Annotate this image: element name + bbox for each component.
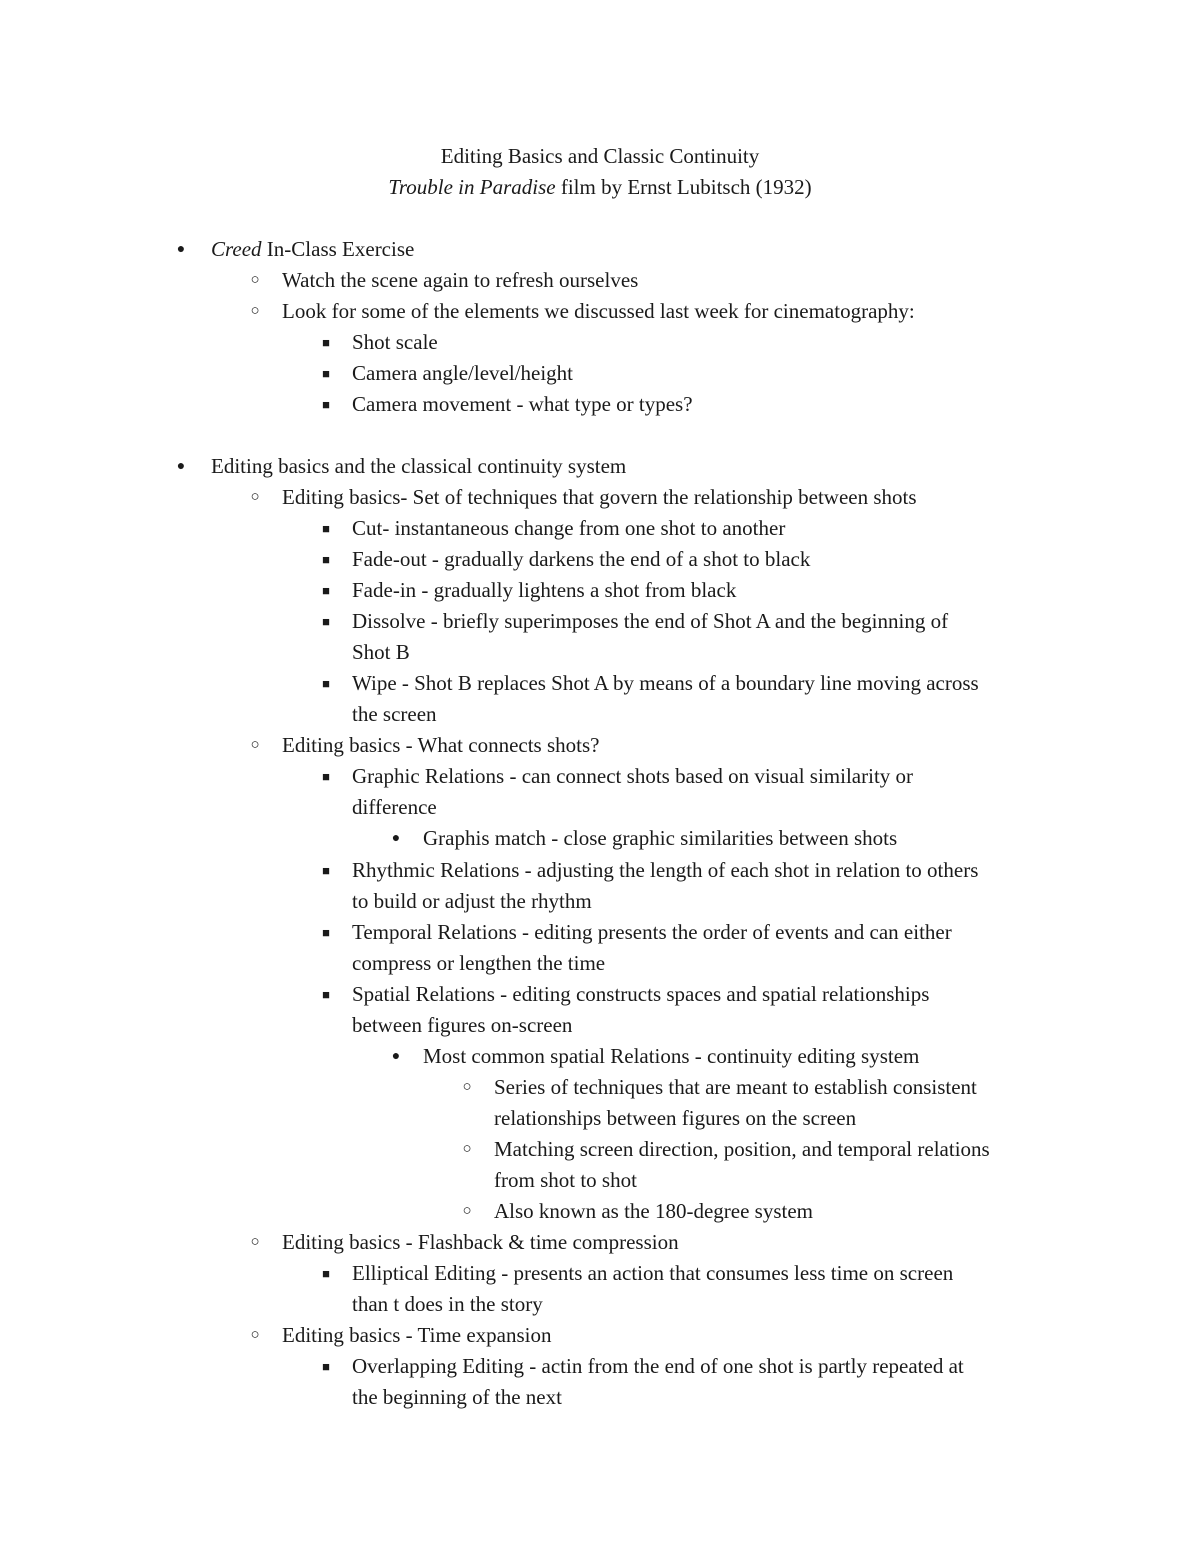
list-item-continuation: compress or lengthen the time [352, 951, 606, 975]
list-item-continuation: the screen [352, 702, 437, 726]
square-bullet-icon: ■ [322, 1359, 330, 1374]
square-bullet-icon: ■ [322, 1266, 330, 1281]
list-item: Look for some of the elements we discussed last week for cinematography: [282, 299, 915, 323]
list-item-editing: Editing basics and the classical continuity system [211, 454, 627, 478]
list-item: Graphis match - close graphic similarities between shots [423, 826, 898, 850]
creed-rest: In-Class Exercise [261, 237, 415, 261]
square-bullet-icon: ■ [322, 335, 330, 350]
list-item-continuation: relationships between figures on the screen [494, 1106, 857, 1130]
list-item: Cut- instantaneous change from one shot to another [352, 516, 786, 540]
square-bullet-icon: ■ [322, 397, 330, 412]
square-bullet-icon: ■ [322, 925, 330, 940]
list-item: Spatial Relations - editing constructs spaces and spatial relationships [352, 982, 930, 1006]
subtitle-rest: film by Ernst Lubitsch (1932) [555, 175, 812, 199]
list-item-continuation: than t does in the story [352, 1292, 543, 1316]
list-item-continuation: Shot B [352, 640, 410, 664]
list-item-creed [211, 234, 414, 265]
list-item: Temporal Relations - editing presents the order of events and can either [352, 920, 952, 944]
circle-bullet-icon: ○ [462, 1203, 472, 1219]
list-item: Most common spatial Relations - continuity editing system [423, 1044, 920, 1068]
list-item: Graphic Relations - can connect shots based on visual similarity or [352, 764, 914, 788]
list-item: Camera movement - what type or types? [352, 392, 693, 416]
disc-bullet-icon: ● [391, 831, 401, 846]
document-subtitle [0, 172, 1200, 203]
square-bullet-icon: ■ [322, 863, 330, 878]
circle-bullet-icon: ○ [250, 272, 260, 288]
creed-italic: Creed [211, 237, 262, 261]
circle-bullet-icon: ○ [462, 1079, 472, 1095]
list-item-continuation: to build or adjust the rhythm [352, 889, 592, 913]
square-bullet-icon: ■ [322, 614, 330, 629]
list-item: Dissolve - briefly superimposes the end of Shot A and the beginning of [352, 609, 949, 633]
list-item-continuation: from shot to shot [494, 1168, 637, 1192]
disc-bullet-icon: ● [176, 242, 186, 257]
list-item: Editing basics- Set of techniques that govern the relationship between shots [282, 485, 917, 509]
circle-bullet-icon: ○ [250, 303, 260, 319]
square-bullet-icon: ■ [322, 552, 330, 567]
disc-bullet-icon: ● [391, 1049, 401, 1064]
circle-bullet-icon: ○ [250, 489, 260, 505]
circle-bullet-icon: ○ [250, 1234, 260, 1250]
list-item: Editing basics - What connects shots? [282, 733, 600, 757]
circle-bullet-icon: ○ [462, 1141, 472, 1157]
square-bullet-icon: ■ [322, 769, 330, 784]
film-title: Trouble in Paradise [388, 175, 556, 199]
list-item: Also known as the 180-degree system [494, 1199, 814, 1223]
list-item: Watch the scene again to refresh ourselves [282, 268, 639, 292]
list-item-continuation: between figures on-screen [352, 1013, 573, 1037]
circle-bullet-icon: ○ [250, 737, 260, 753]
list-item: Camera angle/level/height [352, 361, 573, 385]
list-item-continuation: difference [352, 795, 437, 819]
list-item: Fade-out - gradually darkens the end of a shot to black [352, 547, 811, 571]
list-item: Editing basics - Time expansion [282, 1323, 552, 1347]
list-item: Elliptical Editing - presents an action that consumes less time on screen [352, 1261, 954, 1285]
square-bullet-icon: ■ [322, 366, 330, 381]
list-item-continuation: the beginning of the next [352, 1385, 562, 1409]
list-item: Rhythmic Relations - adjusting the length of each shot in relation to others [352, 858, 979, 882]
list-item: Wipe - Shot B replaces Shot A by means of a boundary line moving across [352, 671, 979, 695]
square-bullet-icon: ■ [322, 521, 330, 536]
list-item: Fade-in - gradually lightens a shot from black [352, 578, 737, 602]
disc-bullet-icon: ● [176, 459, 186, 474]
list-item: Matching screen direction, position, and temporal relations [494, 1137, 990, 1161]
circle-bullet-icon: ○ [250, 1327, 260, 1343]
square-bullet-icon: ■ [322, 583, 330, 598]
list-item: Overlapping Editing - actin from the end of one shot is partly repeated at [352, 1354, 964, 1378]
square-bullet-icon: ■ [322, 676, 330, 691]
document-title: Editing Basics and Classic Continuity [440, 144, 760, 168]
list-item: Series of techniques that are meant to establish consistent [494, 1075, 977, 1099]
list-item: Shot scale [352, 330, 438, 354]
list-item: Editing basics - Flashback & time compression [282, 1230, 679, 1254]
square-bullet-icon: ■ [322, 987, 330, 1002]
